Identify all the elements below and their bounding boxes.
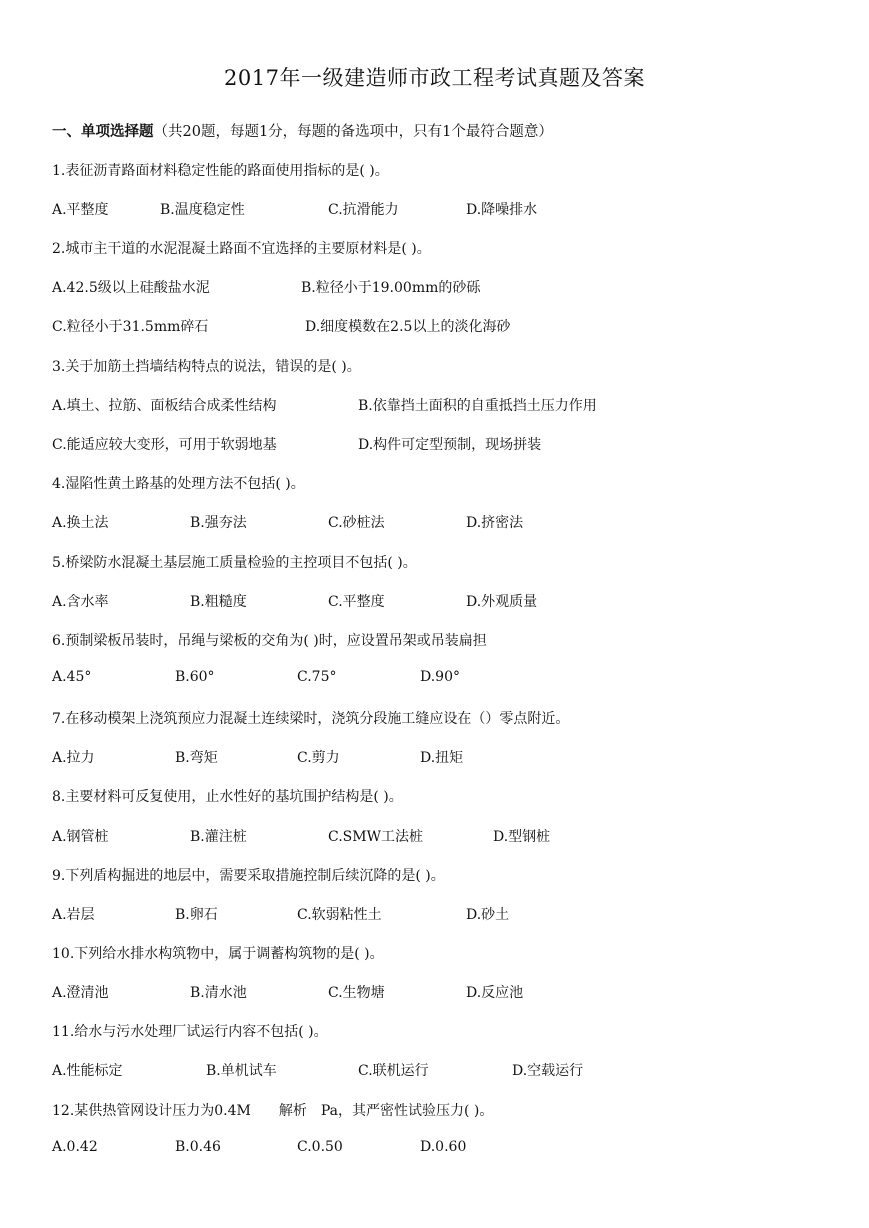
- option-b: B.粗糙度: [190, 594, 247, 610]
- option-d: D.90°: [420, 669, 460, 685]
- option-c: C.联机运行: [358, 1063, 429, 1079]
- option-d: D.扭矩: [420, 750, 464, 766]
- option-a: A.42.5级以上硅酸盐水泥: [52, 280, 210, 296]
- option-b: B.60°: [175, 669, 215, 685]
- option-b: B.卵石: [175, 907, 218, 923]
- option-a: A.澄清池: [52, 985, 109, 1001]
- option-d: D.反应池: [466, 985, 524, 1001]
- option-c: C.生物塘: [328, 985, 385, 1001]
- option-d: D.挤密法: [466, 515, 524, 531]
- option-b: B.依靠挡土面积的自重抵挡土压力作用: [358, 398, 597, 414]
- question-stem: 8.主要材料可反复使用，止水性好的基坑围护结构是( )。: [52, 789, 403, 805]
- option-a: A.含水率: [52, 594, 109, 610]
- question-stem: 6.预制梁板吊装时，吊绳与梁板的交角为( )时，应设置吊架或吊装扁担: [52, 633, 487, 649]
- option-c: C.软弱粘性土: [297, 907, 382, 923]
- option-a: A.岩层: [52, 907, 95, 923]
- question-stem: 2.城市主干道的水泥混凝土路面不宜选择的主要原材料是( )。: [52, 241, 431, 257]
- question-stem: 3.关于加筋土挡墙结构特点的说法，错误的是( )。: [52, 359, 361, 375]
- option-b: B.0.46: [175, 1139, 221, 1155]
- option-d: D.细度模数在2.5以上的淡化海砂: [305, 319, 511, 335]
- option-c: C.粒径小于31.5mm碎石: [52, 319, 209, 335]
- option-b: B.强夯法: [190, 515, 247, 531]
- option-a: A.填土、拉筋、面板结合成柔性结构: [52, 398, 277, 414]
- option-b: B.粒径小于19.00mm的砂砾: [301, 280, 481, 296]
- option-a: A.平整度: [52, 202, 109, 218]
- option-b: B.灌注桩: [190, 829, 247, 845]
- option-a: A.0.42: [52, 1139, 98, 1155]
- option-b: B.弯矩: [175, 750, 218, 766]
- section-heading-label: 一、单项选择题: [52, 123, 154, 140]
- question-stem: 4.湿陷性黄土路基的处理方法不包括( )。: [52, 476, 305, 492]
- section-heading: [52, 120, 553, 141]
- option-a: A.性能标定: [52, 1063, 123, 1079]
- option-b: B.清水池: [190, 985, 247, 1001]
- section-heading-note: （共20题，每题1分，每题的备选项中，只有1个最符合题意）: [153, 124, 553, 140]
- question-stem: 9.下列盾构掘进的地层中，需要采取措施控制后续沉降的是( )。: [52, 868, 445, 884]
- option-d: D.构件可定型预制，现场拼装: [358, 437, 542, 453]
- question-stem: 1.表征沥青路面材料稳定性能的路面使用指标的是( )。: [52, 163, 389, 179]
- option-b: B.单机试车: [206, 1063, 277, 1079]
- option-c: C.0.50: [297, 1139, 343, 1155]
- option-d: D.型钢桩: [493, 829, 551, 845]
- question-stem: 5.桥梁防水混凝土基层施工质量检验的主控项目不包括( )。: [52, 555, 417, 571]
- option-d: D.砂土: [466, 907, 510, 923]
- option-d: D.降噪排水: [466, 202, 538, 218]
- option-c: C.剪力: [297, 750, 340, 766]
- option-a: A.钢管桩: [52, 829, 109, 845]
- option-a: A.45°: [52, 669, 92, 685]
- option-d: D.外观质量: [466, 594, 538, 610]
- question-stem: 10.下列给水排水构筑物中，属于调蓄构筑物的是( )。: [52, 946, 384, 962]
- option-c: C.SMW工法桩: [328, 829, 423, 845]
- option-c: C.砂桩法: [328, 515, 385, 531]
- question-stem: 11.给水与污水处理厂试运行内容不包括( )。: [52, 1024, 328, 1040]
- page-title: 2017年一级建造师市政工程考试真题及答案: [224, 66, 645, 90]
- question-stem: 12.某供热管网设计压力为0.4M 解析 Pa，其严密性试验压力( )。: [52, 1103, 494, 1119]
- option-d: D.空载运行: [512, 1063, 584, 1079]
- option-a: A.拉力: [52, 750, 95, 766]
- option-c: C.抗滑能力: [328, 202, 399, 218]
- option-d: D.0.60: [420, 1139, 467, 1155]
- option-c: C.能适应较大变形，可用于软弱地基: [52, 437, 277, 453]
- option-b: B.温度稳定性: [160, 202, 245, 218]
- option-c: C.75°: [297, 669, 337, 685]
- question-stem: 7.在移动模架上浇筑预应力混凝土连续梁时，浇筑分段施工缝应设在（）零点附近。: [52, 711, 570, 727]
- option-c: C.平整度: [328, 594, 385, 610]
- option-a: A.换土法: [52, 515, 109, 531]
